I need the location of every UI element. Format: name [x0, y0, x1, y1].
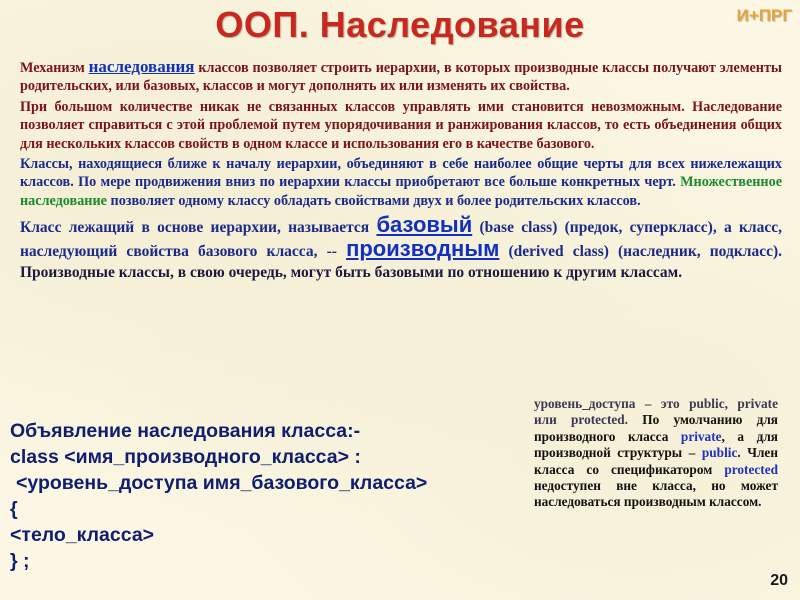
code-line-open-brace: {: [10, 498, 18, 520]
p4-text-a: Класс лежащий в основе иерархии, называется: [20, 219, 377, 237]
term-multiple-inheritance: Множественное наследование: [20, 174, 782, 209]
term-derived: производным: [346, 236, 500, 262]
note-part-8: недоступен вне класса, но может наследоваться производным классом.: [534, 478, 778, 510]
p3-text-b: позволяет одному классу обладать свойствами двух и более родительских классов.: [106, 192, 641, 209]
p4-text-b: (base class) (предок, суперкласс), а класс, наследующий свойства базового класса, --: [20, 219, 782, 261]
note-kw-protected: protected: [724, 461, 778, 477]
p4-text-c: (derived class) (наследник, подкласс).: [499, 243, 782, 261]
body-text: [20, 58, 782, 283]
code-heading: Объявление наследования класса:-: [10, 420, 361, 442]
paragraph-4: [20, 214, 782, 283]
code-line-access: <уровень_доступа имя_базового_класса>: [16, 472, 428, 494]
code-line-close-brace: } ;: [10, 550, 30, 572]
note-kw-private: private: [680, 428, 722, 444]
p3-text-a: Классы, находящиеся ближе к началу иерархии, объединяют в себе наиболее общие черты для всех нижележащих классов. По мере продвижения вниз по иерархии классы приобретают все больше конкретных черт.: [20, 156, 782, 191]
code-block: [10, 418, 530, 574]
note-kw-public: public: [701, 445, 738, 461]
code-line-class: class <имя_производного_класса> :: [10, 446, 361, 468]
paragraph-3: [20, 155, 782, 210]
note-part-2: По умолчанию для производного класса: [534, 412, 778, 444]
page-number: 20: [770, 572, 788, 589]
side-note: [534, 396, 778, 511]
paragraph-2: При большом количестве никак не связанных классов управлять ими становится невозможным. Наследование позволяет справиться с этой проблемой путем упорядочивания и ранжирования классов, то есть объединения общих для нескольких классов свойств в одном классе и использования его в качестве базового.: [20, 98, 782, 152]
code-line-body: <тело_класса>: [10, 524, 155, 546]
p4-text-d: Производные классы, в свою очередь, могут быть базовыми по отношению к другим классам.: [20, 264, 683, 282]
p1-text-b: классов позволяет строить иерархии, в которых производные классы получают элементы родительских, или базовых, классов и могут дополнять их или изменять их свойства.: [20, 60, 782, 95]
paragraph-1: [20, 58, 782, 96]
corner-logo: И+ПРГ: [736, 6, 792, 25]
note-part-1: уровень_доступа – это public, private или protected.: [534, 396, 778, 428]
term-inheritance: наследования: [88, 57, 195, 76]
note-part-4: , а для производной структуры –: [534, 428, 778, 461]
note-part-6: . Член класса со спецификатором: [534, 445, 779, 477]
term-base: базовый: [376, 212, 473, 238]
slide-title: ООП. Наследование: [215, 4, 585, 45]
p1-text-a: Механизм: [20, 60, 89, 76]
